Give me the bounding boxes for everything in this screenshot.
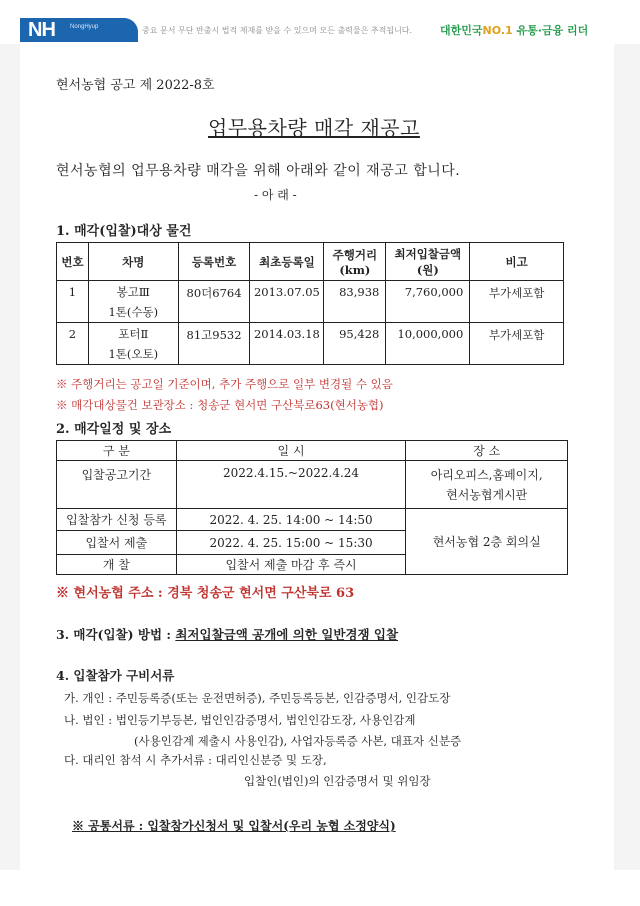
docs-individual: 가. 개인 : 주민등록증(또는 운전면허증), 주민등록등본, 인감증명서, 인감도장	[64, 691, 451, 705]
section3	[56, 625, 398, 643]
row-reg-date: 2014.03.18	[250, 323, 324, 365]
row-name-l1: 포터Ⅱ	[118, 326, 149, 341]
header-mileage	[324, 243, 386, 281]
row-name	[88, 281, 178, 323]
row-name-l1: 봉고Ⅲ	[116, 284, 150, 299]
place-l2: 현서농협게시판	[446, 487, 528, 502]
header-category: 구 분	[57, 441, 177, 461]
vehicle-table	[56, 242, 564, 365]
table-row	[57, 323, 564, 365]
row-note: 부가세포함	[470, 281, 564, 323]
logo-text: NH	[28, 19, 55, 41]
below-marker: - 아 래 -	[254, 188, 297, 202]
header-datetime: 일 시	[176, 441, 406, 461]
docs-corporation-cont: (사용인감계 제출시 사용인감), 사업자등록증 사본, 대표자 신분증	[134, 734, 462, 748]
row-place	[406, 461, 568, 509]
notice-number: 현서농협 공고 제 2022-8호	[56, 78, 215, 93]
common-docs: ※ 공통서류 : 입찰참가신청서 및 입찰서(우리 농협 소정양식)	[72, 819, 396, 833]
schedule-table	[56, 440, 568, 575]
security-notice: 중요 문서 무단 반출시 법적 제재를 받을 수 있으며 모든 출력물은 추적됩니다.	[142, 26, 413, 35]
row-price: 7,760,000	[386, 281, 470, 323]
row-mileage: 83,938	[324, 281, 386, 323]
table-row	[57, 281, 564, 323]
document-title: 업무용차량 매각 재공고	[208, 116, 420, 140]
logo-subtext: NongHyup	[70, 24, 99, 30]
row-no: 2	[57, 323, 89, 365]
header-no: 번호	[57, 243, 89, 281]
header-name: 차명	[88, 243, 178, 281]
page-header	[0, 0, 640, 44]
row-plate: 81고9532	[178, 323, 250, 365]
row-name-l2: 1톤(오토)	[108, 346, 159, 361]
docs-proxy: 다. 대리인 참석 시 추가서류 : 대리인신분증 및 도장,	[64, 753, 327, 767]
table-row	[57, 509, 568, 531]
header-plate: 등록번호	[178, 243, 250, 281]
row-datetime: 입찰서 제출 마감 후 즉시	[176, 555, 406, 575]
row-category: 입찰참가 신청 등록	[57, 509, 177, 531]
row-category: 개 찰	[57, 555, 177, 575]
section1-heading: 1. 매각(입찰)대상 물건	[56, 224, 192, 239]
row-category: 입찰공고기간	[57, 461, 177, 509]
vehicle-table-header	[57, 243, 564, 281]
row-price: 10,000,000	[386, 323, 470, 365]
table-row	[57, 461, 568, 509]
row-name-l2: 1톤(수동)	[108, 304, 159, 319]
intro-text: 현서농협의 업무용차량 매각을 위해 아래와 같이 재공고 합니다.	[56, 163, 461, 179]
row-place: 현서농협 2층 회의실	[406, 509, 568, 575]
row-no: 1	[57, 281, 89, 323]
row-reg-date: 2013.07.05	[250, 281, 324, 323]
header-mileage-l2: (km)	[339, 262, 371, 277]
slogan-part-c: 유통·금융 리더	[512, 24, 589, 37]
row-plate: 80더6764	[178, 281, 250, 323]
nh-logo	[20, 18, 138, 42]
row-mileage: 95,428	[324, 323, 386, 365]
schedule-table-header	[57, 441, 568, 461]
slogan-part-a: 대한민국	[440, 24, 483, 37]
header-price-l1: 최저입찰금액	[394, 246, 462, 261]
docs-corporation: 나. 법인 : 법인등기부등본, 법인인감증명서, 법인인감도장, 사용인감계	[64, 713, 416, 727]
row-datetime: 2022. 4. 25. 14:00 ~ 14:50	[176, 509, 406, 531]
row-note: 부가세포함	[470, 323, 564, 365]
docs-proxy-cont: 입찰인(법인)의 인감증명서 및 위임장	[244, 774, 431, 788]
place-l1: 아리오피스,홈페이지,	[430, 467, 543, 482]
header-mileage-l1: 주행거리	[332, 247, 378, 262]
page-bottom-margin	[0, 870, 640, 906]
section2-heading: 2. 매각일정 및 장소	[56, 422, 172, 437]
row-datetime: 2022. 4. 25. 15:00 ~ 15:30	[176, 531, 406, 555]
header-note: 비고	[470, 243, 564, 281]
header-reg-date: 최초등록일	[250, 243, 324, 281]
section3-method: 최저입찰금액 공개에 의한 일반경쟁 입찰	[175, 627, 399, 642]
section4-heading: 4. 입찰참가 구비서류	[56, 668, 175, 683]
row-datetime: 2022.4.15.~2022.4.24	[176, 461, 406, 509]
header-place: 장 소	[406, 441, 568, 461]
office-address: ※ 현서농협 주소 : 경북 청송군 현서면 구산북로 63	[56, 586, 355, 601]
section3-label: 3. 매각(입찰) 방법 :	[56, 627, 176, 642]
row-name	[88, 323, 178, 365]
header-min-price	[386, 243, 470, 281]
row-category: 입찰서 제출	[57, 531, 177, 555]
slogan-part-b: NO.1	[482, 24, 513, 37]
mileage-note: ※ 주행거리는 공고일 기준이며, 추가 주행으로 일부 변경될 수 있음	[56, 377, 393, 391]
header-price-l2: (원)	[416, 262, 439, 277]
slogan	[440, 22, 588, 38]
storage-note: ※ 매각대상물건 보관장소 : 청송군 현서면 구산북로63(현서농협)	[56, 398, 384, 412]
